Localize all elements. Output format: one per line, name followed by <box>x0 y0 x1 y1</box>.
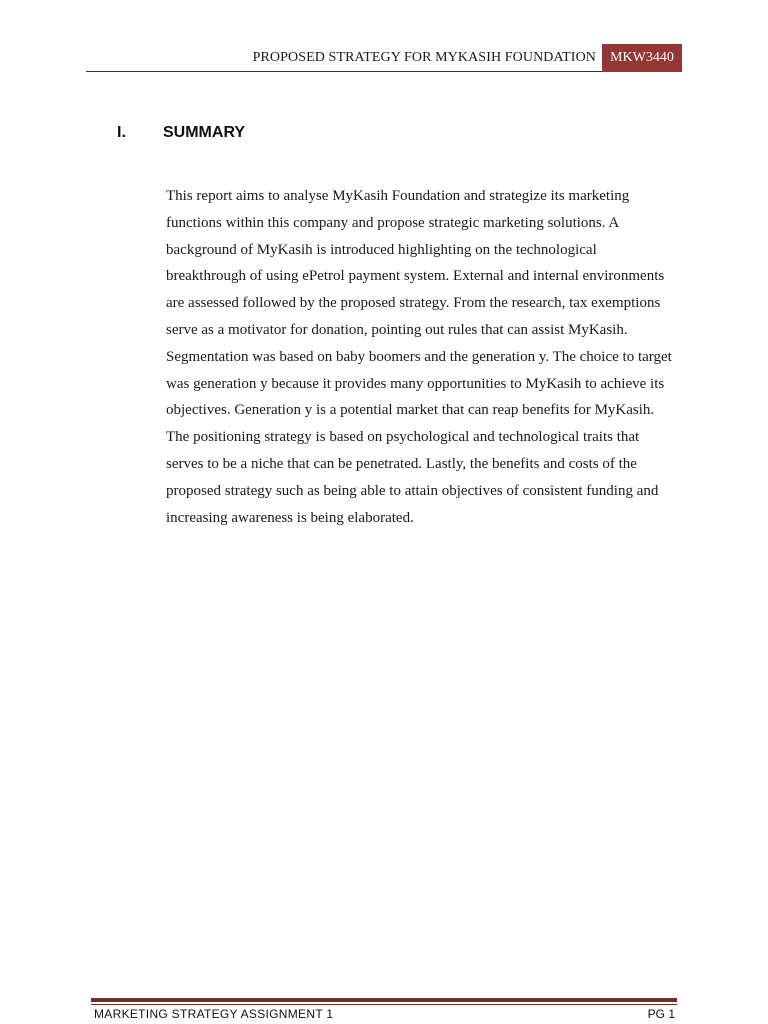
course-code-badge: MKW3440 <box>602 44 682 72</box>
summary-paragraph: This report aims to analyse MyKasih Foundation and strategize its marketing functions within this company and propose strategic marketing solutions. A background of MyKasih is introduced highlighting on the technological breakthrough of using ePetrol payment system. External and internal environments are assessed followed by the proposed strategy. From the research, tax exemptions serve as a motivator for donation, pointing out rules that can assist MyKasih. Segmentation was based on baby boomers and the generation y. The choice to target was generation y because it provides many opportunities to MyKasih to achieve its objectives. Generation y is a potential market that can reap benefits for MyKasih. The positioning strategy is based on psychological and technological traits that serves to be a niche that can be penetrated. Lastly, the benefits and costs of the proposed strategy such as being able to attain objectives of consistent funding and increasing awareness is being elaborated. <box>166 188 672 526</box>
footer-assignment-title: MARKETING STRATEGY ASSIGNMENT 1 <box>94 1007 334 1021</box>
footer-divider-thick <box>91 998 677 1002</box>
footer-divider-thin <box>91 1004 677 1005</box>
page-header <box>86 44 682 72</box>
section-number: I. <box>117 124 126 141</box>
header-title: PROPOSED STRATEGY FOR MYKASIH FOUNDATION <box>252 50 596 65</box>
page-number: PG 1 <box>647 1007 675 1021</box>
section-heading <box>117 124 245 142</box>
header-divider <box>86 71 602 72</box>
section-title: SUMMARY <box>163 124 246 141</box>
